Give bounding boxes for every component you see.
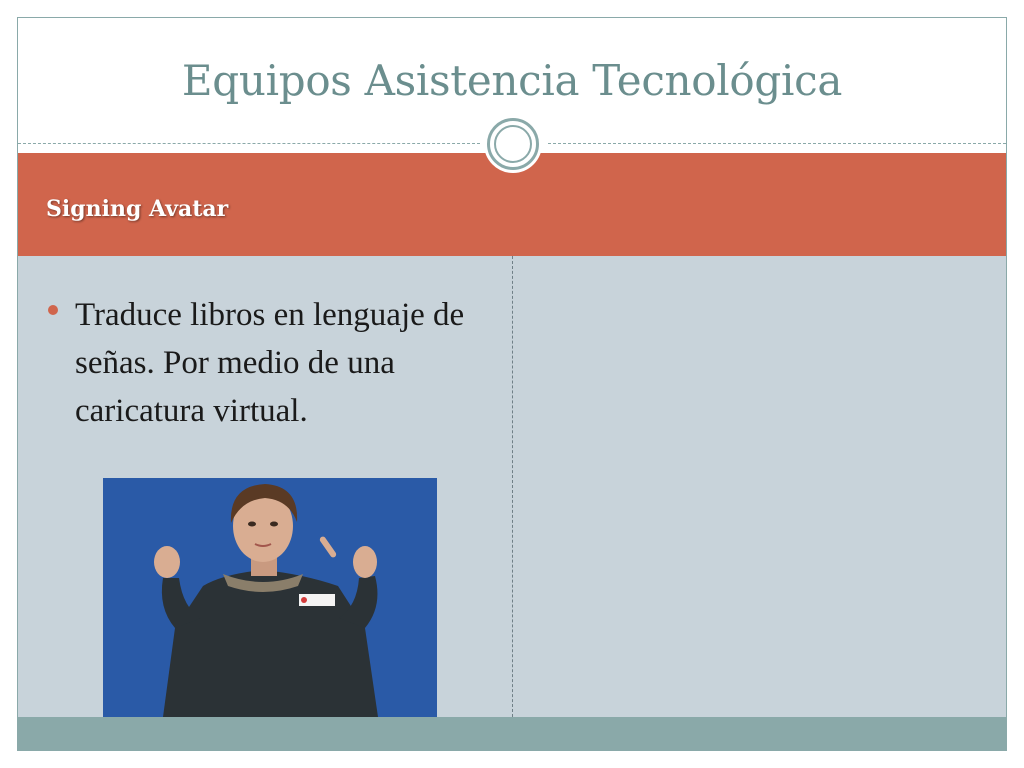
title-rule-right	[548, 143, 1006, 144]
title-rule-left	[18, 143, 480, 144]
column-divider	[512, 256, 513, 717]
avatar-illustration	[103, 478, 437, 717]
bullet-item	[48, 291, 488, 435]
slide	[17, 17, 1007, 751]
content-area	[18, 256, 1006, 717]
slide-subtitle: Signing Avatar	[46, 196, 229, 222]
bullet-dot-icon	[48, 305, 58, 315]
signing-avatar-image	[103, 478, 437, 717]
ornament-inner-ring	[494, 125, 532, 163]
bullet-text: Traduce libros en lenguaje de señas. Por medio de una caricatura virtual.	[75, 297, 465, 429]
footer-band	[18, 717, 1006, 751]
slide-title: Equipos Asistencia Tecnológica	[181, 56, 843, 105]
circle-ring-icon	[484, 115, 542, 173]
